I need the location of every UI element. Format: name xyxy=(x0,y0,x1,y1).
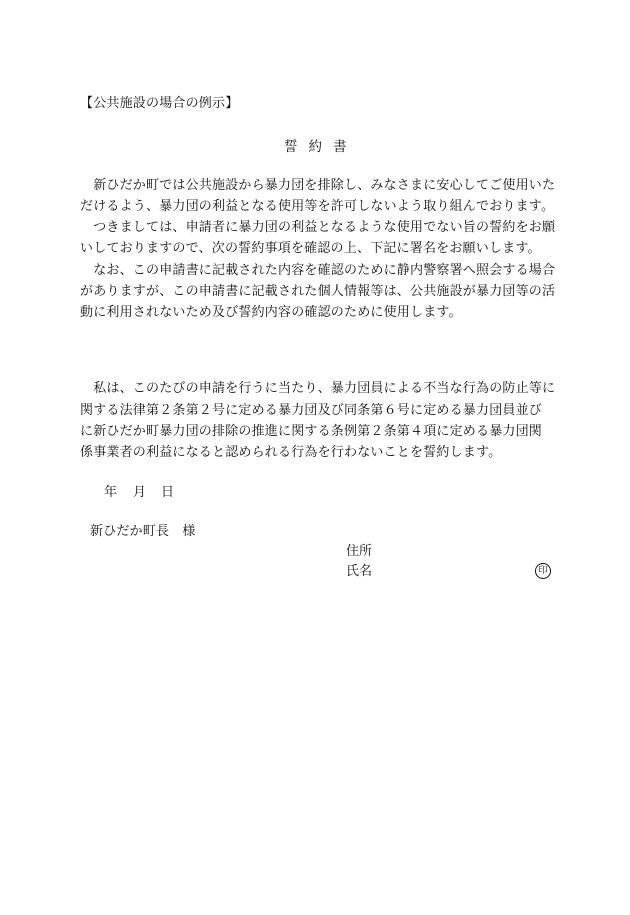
intro-line: だけるよう、暴力団の利益となる使用等を許可しないよう取り組んでおります。 xyxy=(80,199,555,214)
name-label: 氏名 xyxy=(346,564,373,579)
address-label: 住所 xyxy=(346,544,373,559)
seal-mark-icon: 印 xyxy=(535,563,551,579)
addressee: 新ひだか町長 様 xyxy=(90,524,196,539)
date-month-label: 月 xyxy=(133,485,147,500)
intro-line: 動に利用されないため及び誓約内容の確認のために使用します。 xyxy=(80,305,462,320)
intro-line: 新ひだか町では公共施設から暴力団を排除し、みなさまに安心してご使用いた xyxy=(80,178,556,193)
intro-line: なお、この申請書に記載された内容を確認のために静内警察署へ照会する場合 xyxy=(80,263,556,278)
intro-line: つきましては、申請者に暴力団の利益となるような使用でない旨の誓約をお願 xyxy=(80,220,556,235)
pledge-line: に新ひだか町暴力団の排除の推進に関する条例第２条第４項に定める暴力団関 xyxy=(80,424,543,439)
pledge-line: 関する法律第２条第２号に定める暴力団及び同条第６号に定める暴力団員並び xyxy=(80,403,543,418)
intro-line: いしておりますので、次の誓約事項を確認の上、下記に署名をお願いします。 xyxy=(80,241,541,256)
pledge-line: 私は、このたびの申請を行うに当たり、暴力団員による不当な行為の防止等に xyxy=(80,381,556,396)
pledge-line: 係事業者の利益になると認められる行為を行わないことを誓約します。 xyxy=(80,445,502,460)
document-title: 誓約書 xyxy=(284,139,358,155)
date-day-label: 日 xyxy=(161,485,175,500)
date-year-label: 年 xyxy=(104,485,118,500)
intro-line: がありますが、この申請書に記載された個人情報等は、公共施設が暴力団等の活 xyxy=(80,284,556,299)
example-heading: 【公共施設の場合の例示】 xyxy=(80,96,239,111)
